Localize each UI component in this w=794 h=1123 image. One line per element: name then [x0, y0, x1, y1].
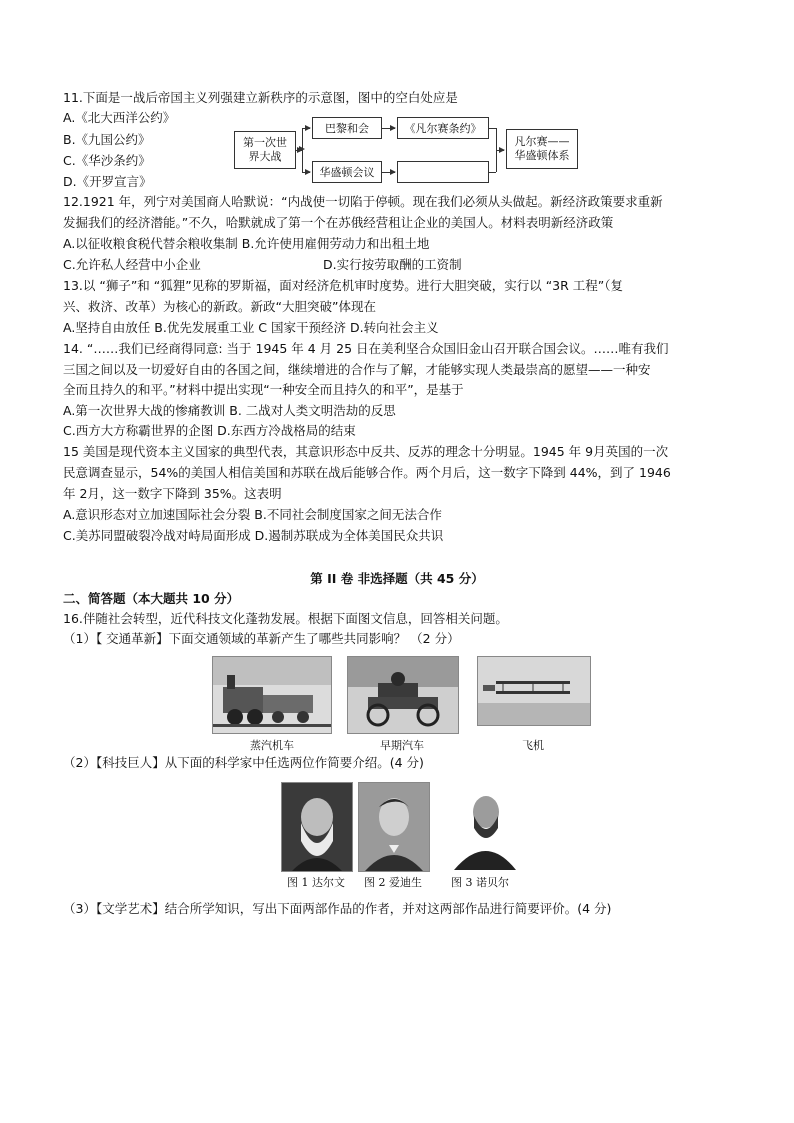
diagram-box-paris: 巴黎和会 [312, 117, 382, 139]
diagram-box-blank [397, 161, 489, 183]
diagram-box-system [506, 129, 578, 169]
q11-stem: 11.下面是一战后帝国主义列强建立新秩序的示意图，图中的空白处应是 [63, 90, 458, 105]
q15-options-ab: A.意识形态对立加速国际社会分裂 B.不同社会制度国家之间无法合作 [63, 507, 442, 522]
edison-portrait [358, 782, 430, 872]
q11-diagram [234, 112, 579, 186]
q16-stem: 16.伴随社会转型，近代科技文化蓬勃发展。根据下面图文信息，回答相关问题。 [63, 611, 508, 626]
diagram-box-versailles: 《凡尔赛条约》 [397, 117, 489, 139]
q15-line1: 15 美国是现代资本主义国家的典型代表，其意识形态中反共、反苏的理念十分明显。1945 年 9月英国的一次 [63, 444, 669, 459]
part-title: 二、简答题（本大题共 10 分） [63, 591, 240, 606]
q12-options-ab: A.以征收粮食税代替余粮收集制 B.允许使用雇佣劳动力和出租土地 [63, 236, 430, 251]
diagram-arrow [496, 150, 504, 151]
q16-sub3: （3）【文学艺术】结合所学知识，写出下面两部作品的作者，并对这两部作品进行简要评价。(4 分) [63, 901, 612, 916]
diagram-arrow [302, 172, 310, 173]
diagram-system-line1: 凡尔赛—— [514, 135, 570, 148]
diagram-box-washington: 华盛顿会议 [312, 161, 382, 183]
darwin-portrait [281, 782, 353, 872]
steam-locomotive-photo [212, 656, 332, 734]
airplane-photo [477, 656, 591, 726]
diagram-box-ww1 [234, 131, 296, 169]
caption-nobel: 图 3 诺贝尔 [451, 876, 509, 889]
diagram-arrow [382, 172, 395, 173]
diagram-arrow [302, 128, 310, 129]
diagram-ww1-line2: 界大战 [248, 150, 282, 163]
q16-sub1: （1）【 交通革新】下面交通领域的革新产生了哪些共同影响？ （2 分） [63, 631, 460, 646]
nobel-portrait [446, 782, 518, 870]
q15-line3: 年 2月，这一数字下降到 35%。这表明 [63, 486, 282, 501]
q11-option-c: C.《华沙条约》 [63, 153, 151, 168]
caption-early-car: 早期汽车 [380, 739, 424, 752]
diagram-arrow [382, 128, 395, 129]
early-car-photo [347, 656, 459, 734]
q12-option-d: D.实行按劳取酬的工资制 [323, 257, 462, 272]
caption-darwin: 图 1 达尔文 [287, 876, 345, 889]
q12-line2: 发掘我们的经济潜能。”不久，哈默就成了第一个在苏俄经营租让企业的美国人。材料表明新经济政策 [63, 215, 614, 230]
diagram-system-line2: 华盛顿体系 [514, 149, 570, 162]
q13-line2: 兴、救济、改革）为核心的新政。新政“大胆突破”体现在 [63, 299, 376, 314]
caption-steam-locomotive: 蒸汽机车 [250, 739, 294, 752]
caption-airplane: 飞机 [522, 739, 544, 752]
caption-edison: 图 2 爱迪生 [364, 876, 422, 889]
q14-options-cd: C.西方大方称霸世界的企图 D.东西方冷战格局的结束 [63, 423, 356, 438]
q12-line1: 12.1921 年，列宁对美国商人哈默说：“内战使一切陷于停顿。现在我们必须从头做起。新经济政策要求重新 [63, 194, 663, 209]
q15-options-cd: C.美苏同盟破裂冷战对峙局面形成 D.遏制苏联成为全体美国民众共识 [63, 528, 444, 543]
section-heading: 第 II 卷 非选择题（共 45 分） [310, 571, 484, 586]
q16-sub2: （2）【科技巨人】从下面的科学家中任选两位作简要介绍。(4 分) [63, 755, 424, 770]
q14-options-ab: A.第一次世界大战的惨痛教训 B. 二战对人类文明浩劫的反思 [63, 403, 396, 418]
q11-option-a: A.《北大西洋公约》 [63, 110, 176, 125]
q13-line1: 13.以 “狮子”和 “狐狸”见称的罗斯福，面对经济危机审时度势。进行大胆突破，实行以 “3R 工程”（复 [63, 278, 624, 293]
q11-option-d: D.《开罗宣言》 [63, 174, 152, 189]
q14-line2: 三国之间以及一切爱好自由的各国之间，继续增进的合作与了解，才能够实现人类最崇高的愿望——一种安 [63, 362, 651, 377]
q14-line1: 14. “……我们已经商得同意: 当于 1945 年 4 月 25 日在美利坚合众国旧金山召开联合国会议。……唯有我们 [63, 341, 669, 356]
diagram-ww1-line1: 第一次世 [243, 136, 287, 149]
q13-options: A.坚持自由放任 B.优先发展重工业 C 国家干预经济 D.转向社会主义 [63, 320, 439, 335]
q15-line2: 民意调查显示，54%的美国人相信美国和苏联在战后能够合作。两个月后，这一数字下降到 44%，到了 1946 [63, 465, 671, 480]
q14-line3: 全而且持久的和平。”材料中提出实现“一种安全而且持久的和平”，是基于 [63, 382, 464, 397]
q11-option-b: B.《九国公约》 [63, 132, 151, 147]
q12-option-c: C.允许私人经营中小企业 [63, 257, 201, 272]
